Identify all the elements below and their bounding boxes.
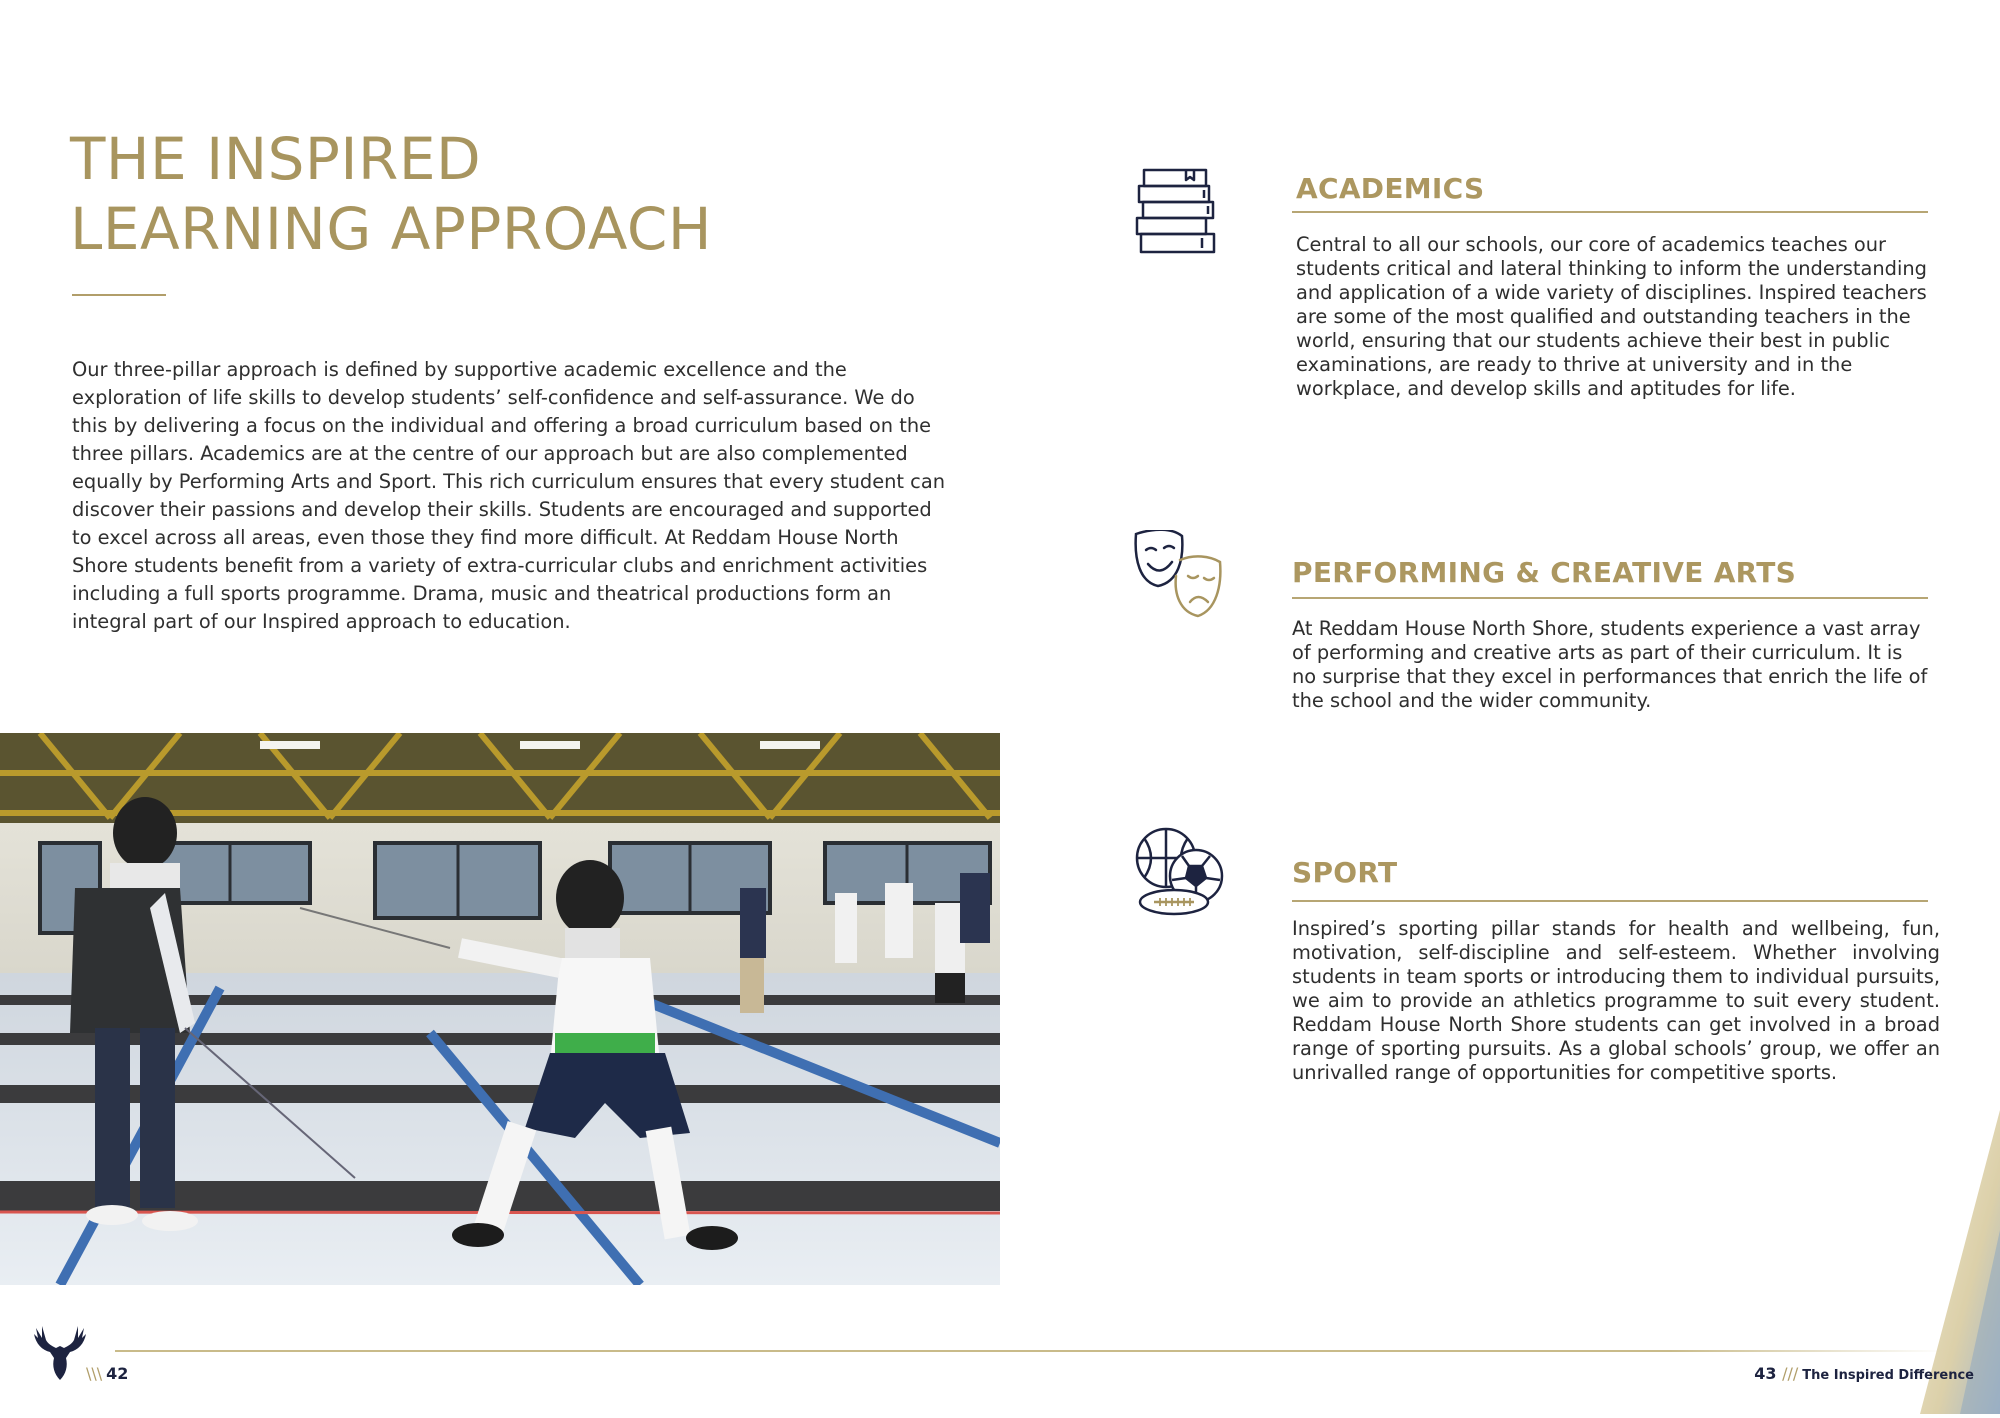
academics-rule (1292, 211, 1928, 213)
intro-paragraph: Our three-pillar approach is defined by supportive academic excellence and the exploration of life skills to develop students’ self-confidence and self-assurance. We do this by delivering a focus on the individual and offering a broad curriculum based on the three pillars. Academics are at the centre of our approach but are also complemented equally by Performing Arts and Sport. This rich curriculum ensures that every student can discover their passions and develop their skills. Students are encouraged and supported to excel across all areas, even those they find more difficult. At Reddam House North Shore students benefit from a variety of extra-curricular clubs and enrichment activities including a full sports programme. Drama, music and theatrical productions form an integral part of our Inspired approach to education. (72, 358, 946, 633)
footer-left-slashes: \\\ (86, 1364, 103, 1383)
sport-rule (1292, 900, 1928, 902)
footer-right-slashes: /// (1782, 1364, 1799, 1383)
academics-heading: ACADEMICS (1296, 172, 1485, 205)
sports-balls-icon (1134, 826, 1226, 922)
page-title-line-2: LEARNING APPROACH (70, 195, 713, 263)
page-number-42: 42 (106, 1364, 129, 1383)
books-icon (1134, 168, 1220, 260)
stag-logo (30, 1322, 90, 1386)
sport-heading: SPORT (1292, 856, 1398, 889)
page-number-left (86, 1364, 128, 1383)
performing-arts-rule (1292, 597, 1928, 599)
theatre-masks-icon (1132, 530, 1224, 626)
page-number-right (1754, 1364, 1974, 1383)
sport-text: Inspired’s sporting pillar stands for health and wellbeing, fun, motivation, self-discipline and self-esteem. Whether involving students in team sports or introducing them to individual pursuits, we aim to provide an athletics programme to suit every student. Reddam House North Shore students can get involved in a broad range of sporting pursuits. As a global schools’ group, we offer an unrivalled range of opportunities for competitive sports. (1292, 917, 1940, 1084)
page-title (70, 124, 712, 264)
fencing-photo (0, 733, 1000, 1285)
academics-text: Central to all our schools, our core of academics teaches our students critical and lateral thinking to inform the understanding and application of a wide variety of disciplines. Inspired teachers are some of the most qualified and outstanding teachers in the world, ensuring that our students achieve their best in public examinations, are ready to thrive at university and in the workplace, and develop skills and aptitudes for life. (1296, 233, 1927, 400)
performing-arts-heading: PERFORMING & CREATIVE ARTS (1292, 556, 1797, 589)
footer-divider (115, 1350, 1945, 1352)
performing-arts-text: At Reddam House North Shore, students experience a vast array of performing and creative arts as part of their curriculum. It is no surprise that they excel in performances that enrich the life of the school and the wider community. (1292, 617, 1928, 712)
page-title-line-1: THE INSPIRED (70, 125, 482, 193)
title-divider (72, 294, 166, 296)
running-title: The Inspired Difference (1802, 1368, 1974, 1383)
page-number-43: 43 (1754, 1364, 1777, 1383)
